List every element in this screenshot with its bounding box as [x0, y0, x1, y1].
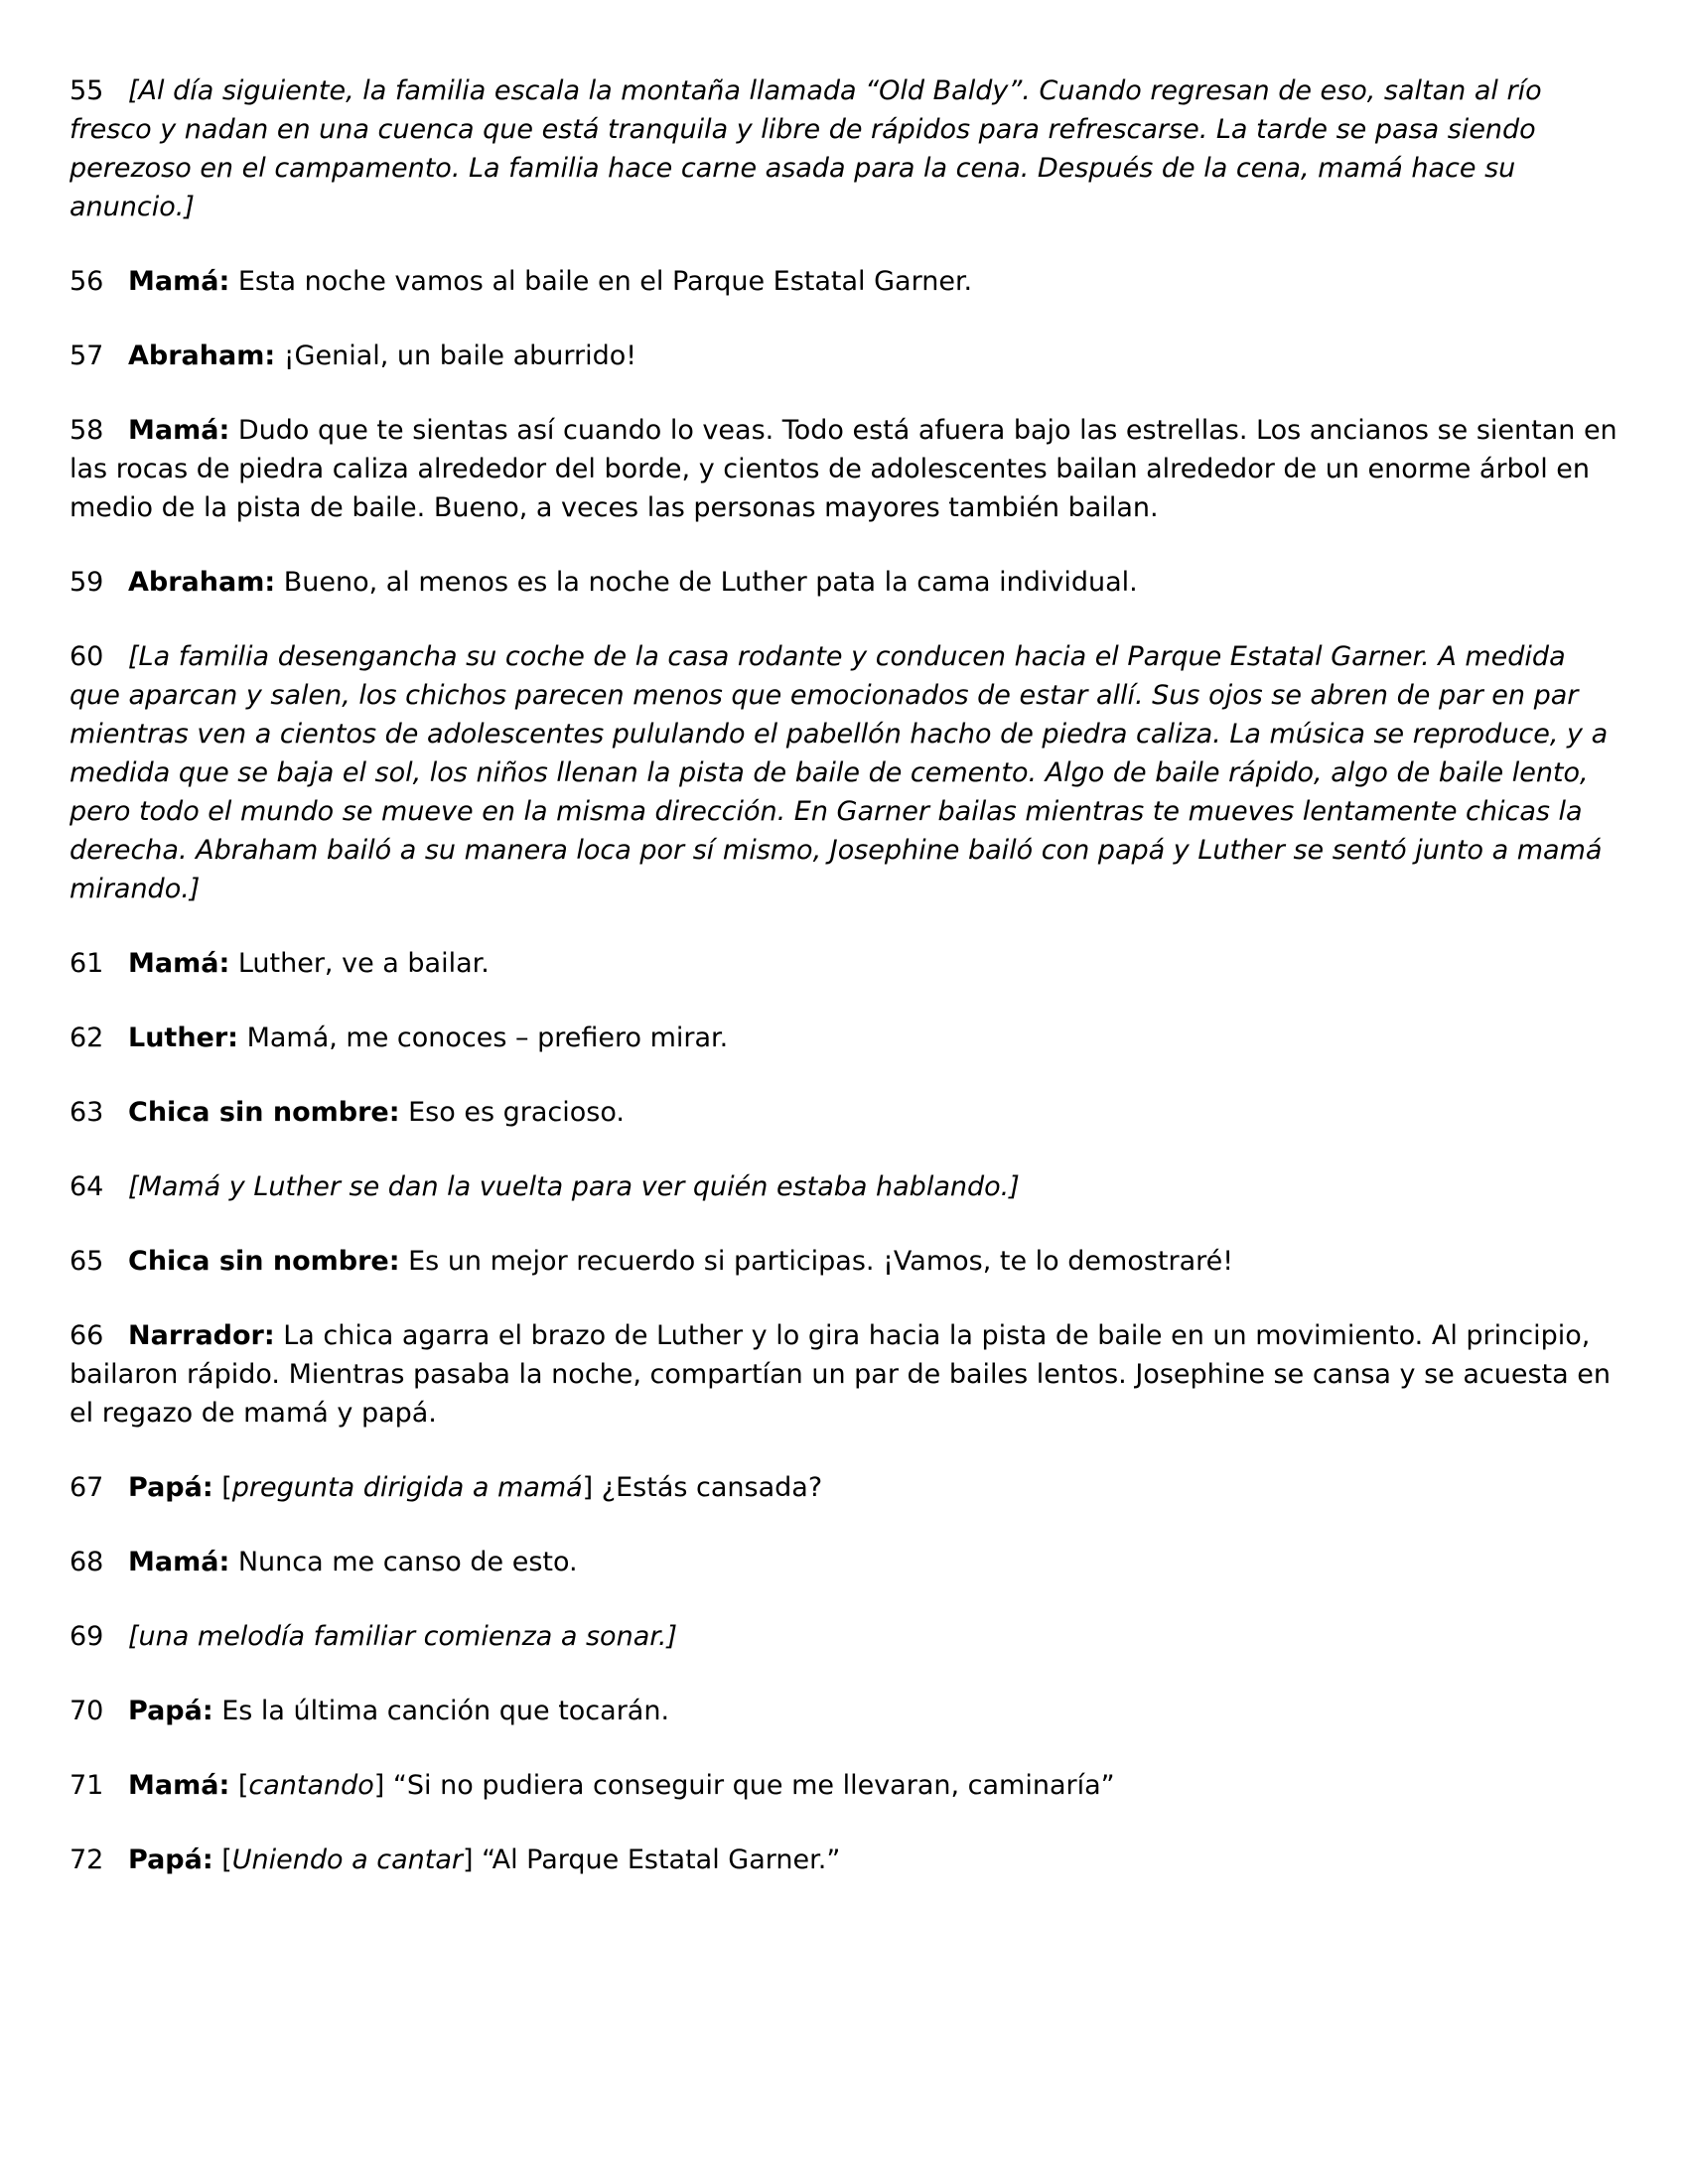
line-text: [: [229, 1770, 249, 1801]
script-line: [70, 1543, 1620, 1581]
speaker-label: Papá:: [128, 1696, 213, 1726]
speaker-label: Narrador:: [128, 1320, 275, 1351]
line-number: 72: [70, 1844, 104, 1875]
speaker-label: Papá:: [128, 1844, 213, 1875]
line-number: 59: [70, 567, 104, 598]
line-number: 60: [70, 641, 104, 672]
script-line: [70, 1841, 1620, 1879]
line-text: pregunta dirigida a mamá: [231, 1472, 583, 1503]
line-text: [Mamá y Luther se dan la vuelta para ver quién estaba hablando.]: [128, 1171, 1020, 1202]
line-text: ] “Si no pudiera conseguir que me llevaran, caminaría”: [373, 1770, 1115, 1801]
script-line: [70, 71, 1620, 226]
speaker-label: Abraham:: [128, 341, 276, 371]
line-text: Dudo que te sientas así cuando lo veas. Todo está afuera bajo las estrellas. Los ancianos se sientan en las rocas de piedra caliza alrededor del borde, y cientos de adolescentes bailan alrededor de un enorme árbol en medio de la pista de baile. Bueno, a veces las personas mayores también bailan.: [70, 415, 1618, 523]
line-number: 71: [70, 1770, 104, 1801]
line-text: [La familia desengancha su coche de la casa rodante y conducen hacia el Parque Estatal Garner. A medida que aparcan y salen, los chichos parecen menos que emocionados de estar allí. Sus ojos se abren de par en par mientras ven a cientos de adolescentes pululando el pabellón hacho de piedra caliza. La música se reproduce, y a medida que se baja el sol, los niños llenan la pista de baile de cemento. Algo de baile rápido, algo de baile lento, pero todo el mundo se mueve en la misma dirección. En Garner bailas mientras te mueves lentamente chicas la derecha. Abraham bailó a su manera loca por sí mismo, Josephine bailó con papá y Luther se sentó junto a mamá mirando.]: [70, 641, 1609, 904]
line-text: Bueno, al menos es la noche de Luther pata la cama individual.: [275, 567, 1138, 598]
line-text: Esta noche vamos al baile en el Parque Estatal Garner.: [229, 266, 973, 297]
line-number: 63: [70, 1097, 104, 1128]
speaker-label: Papá:: [128, 1472, 213, 1503]
script-line: [70, 1316, 1620, 1433]
script-line: [70, 1692, 1620, 1730]
line-text: Eso es gracioso.: [399, 1097, 625, 1128]
script-line: [70, 1093, 1620, 1132]
line-number: 69: [70, 1621, 104, 1652]
line-text: Uniendo a cantar: [231, 1844, 463, 1875]
line-number: 55: [70, 75, 104, 106]
line-number: 66: [70, 1320, 104, 1351]
script-line: [70, 944, 1620, 983]
speaker-label: Mamá:: [128, 266, 230, 297]
line-text: [: [212, 1844, 232, 1875]
line-number: 62: [70, 1023, 104, 1053]
line-text: [una melodía familiar comienza a sonar.]: [128, 1621, 677, 1652]
script-line: [70, 337, 1620, 375]
speaker-label: Mamá:: [128, 415, 230, 446]
line-number: 65: [70, 1246, 104, 1277]
speaker-label: Abraham:: [128, 567, 276, 598]
line-number: 56: [70, 266, 104, 297]
line-number: 67: [70, 1472, 104, 1503]
speaker-label: Mamá:: [128, 948, 230, 979]
script-line: [70, 262, 1620, 301]
line-text: [Al día siguiente, la familia escala la montaña llamada “Old Baldy”. Cuando regresan de eso, saltan al río fresco y nadan en una cuenca que está tranquila y libre de rápidos para refrescarse. La tarde se pasa siendo perezoso en el campamento. La familia hace carne asada para la cena. Después de la cena, mamá hace su anuncio.]: [70, 75, 1542, 222]
line-number: 57: [70, 341, 104, 371]
script-line: [70, 1019, 1620, 1057]
line-text: La chica agarra el brazo de Luther y lo gira hacia la pista de baile en un movimiento. Al principio, bailaron rápido. Mientras pasaba la noche, compartían un par de bailes lentos. Josephine se cansa y se acuesta en el regazo de mamá y papá.: [70, 1320, 1611, 1429]
script-line: [70, 1617, 1620, 1656]
line-number: 68: [70, 1547, 104, 1577]
script-line: [70, 1766, 1620, 1805]
line-number: 58: [70, 415, 104, 446]
speaker-label: Mamá:: [128, 1770, 230, 1801]
line-text: ¡Genial, un baile aburrido!: [275, 341, 637, 371]
script-line: [70, 637, 1620, 908]
script-line: [70, 1468, 1620, 1507]
line-text: Luther, ve a bailar.: [229, 948, 490, 979]
line-text: ] ¿Estás cansada?: [582, 1472, 823, 1503]
line-text: Mamá, me conoces – prefiero mirar.: [237, 1023, 729, 1053]
line-number: 61: [70, 948, 104, 979]
speaker-label: Luther:: [128, 1023, 238, 1053]
speaker-label: Chica sin nombre:: [128, 1246, 400, 1277]
line-text: ] “Al Parque Estatal Garner.”: [462, 1844, 841, 1875]
line-number: 70: [70, 1696, 104, 1726]
line-text: cantando: [248, 1770, 374, 1801]
line-text: Es un mejor recuerdo si participas. ¡Vamos, te lo demostraré!: [399, 1246, 1234, 1277]
script-line: [70, 1167, 1620, 1206]
script-line: [70, 1242, 1620, 1281]
speaker-label: Mamá:: [128, 1547, 230, 1577]
line-text: Nunca me canso de esto.: [229, 1547, 578, 1577]
script-line: [70, 563, 1620, 602]
script-line: [70, 411, 1620, 527]
line-text: [: [212, 1472, 232, 1503]
line-number: 64: [70, 1171, 104, 1202]
line-text: Es la última canción que tocarán.: [212, 1696, 670, 1726]
speaker-label: Chica sin nombre:: [128, 1097, 400, 1128]
